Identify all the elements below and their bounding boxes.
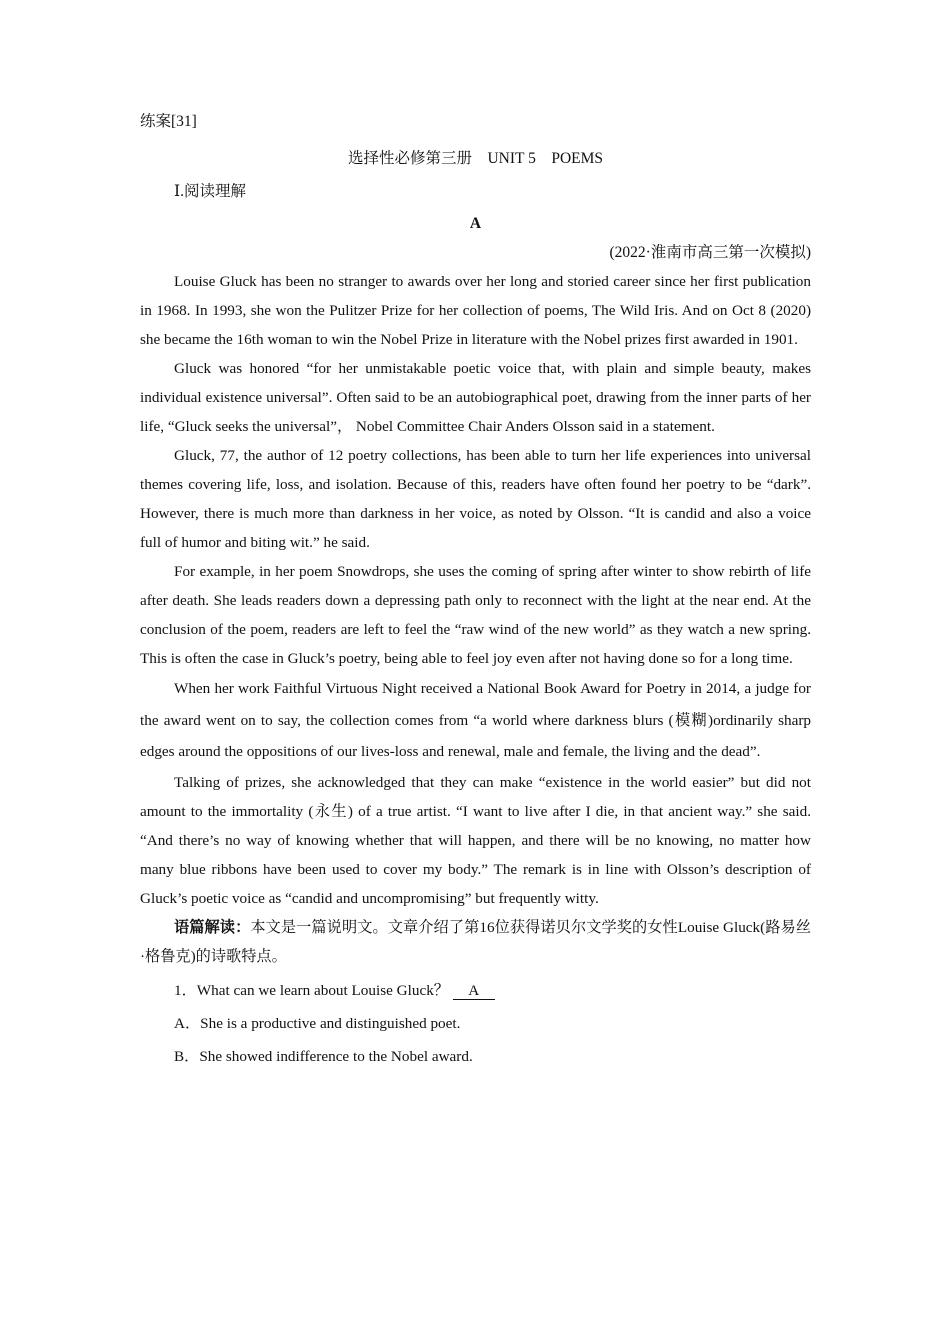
- exercise-label: 练案[31]: [140, 113, 197, 130]
- question-1-stem: 1．What can we learn about Louise Gluck？: [174, 981, 449, 999]
- passage-letter: A: [469, 215, 482, 232]
- question-1-answer: A: [453, 983, 495, 1000]
- question-1-option-a: A．She is a productive and distinguished poet.: [174, 1014, 461, 1032]
- source-note: (2022·淮南市高三第一次模拟): [609, 244, 811, 261]
- paragraph-3: Gluck, 77, the author of 12 poetry collections, has been able to turn her life experiences into universal themes covering life, loss, and isolation. Because of this, readers have often found her poetry to be “dark”. However, there is much more than darkness in her voice, as noted by Olsson. “It is candid and also a voice full of humor and biting wit.” he said.: [140, 447, 811, 551]
- question-1: [140, 981, 811, 1001]
- paragraph-5: When her work Faithful Virtuous Night received a National Book Award for Poetry in 2014, a judge for the award went on to say, the collection comes from “a world where darkness blurs (模糊)ordinarily sharp edges around the oppositions of our lives-loss and renewal, male and female, the living and the dead”.: [140, 680, 811, 760]
- unit-title: 选择性必修第三册 UNIT 5 POEMS: [347, 150, 604, 167]
- analysis-label: 语篇解读：: [174, 918, 251, 936]
- paragraph-4: For example, in her poem Snowdrops, she uses the coming of spring after winter to show rebirth of life after death. She leads readers down a depressing path only to reconnect with the light at the near end. At the conclusion of the poem, readers are left to feel the “raw wind of the new world” as they watch a new spring. This is often the case in Gluck’s poetry, being able to feel joy even after not having done so for a long time.: [140, 563, 811, 667]
- paragraph-1: Louise Gluck has been no stranger to awards over her long and storied career since her first publication in 1968. In 1993, she won the Pulitzer Prize for her collection of poems, The Wild Iris. And on Oct 8 (2020) she became the 16th woman to win the Nobel Prize in literature with the Nobel prizes first awarded in 1901.: [140, 273, 811, 348]
- text-analysis: [140, 913, 811, 971]
- question-1-option-b: B．She showed indifference to the Nobel award.: [174, 1047, 473, 1065]
- paragraph-6: Talking of prizes, she acknowledged that they can make “existence in the world easier” but did not amount to the immortality (永生) of a true artist. “I want to live after I die, in that ancient way.” she said. “And there’s no way of knowing whether that will happen, and there will be no knowing, no matter how many blue ribbons have been used to cover my body.” The remark is in line with Olsson’s description of Gluck’s poetic voice as “candid and uncompromising” but frequently witty.: [140, 773, 811, 907]
- analysis-text: 本文是一篇说明文。文章介绍了第16位获得诺贝尔文学奖的女性Louise Gluck(路易丝·格鲁克)的诗歌特点。: [140, 918, 812, 965]
- document-page: [140, 112, 811, 1067]
- paragraph-2: Gluck was honored “for her unmistakable poetic voice that, with plain and simple beauty, makes individual existence universal”. Often said to be an autobiographical poet, drawing from the inner parts of her life, “Gluck seeks the universal”， Nobel Committee Chair Anders Olsson said in a statement.: [140, 360, 811, 435]
- section-heading: Ⅰ.阅读理解: [174, 183, 246, 200]
